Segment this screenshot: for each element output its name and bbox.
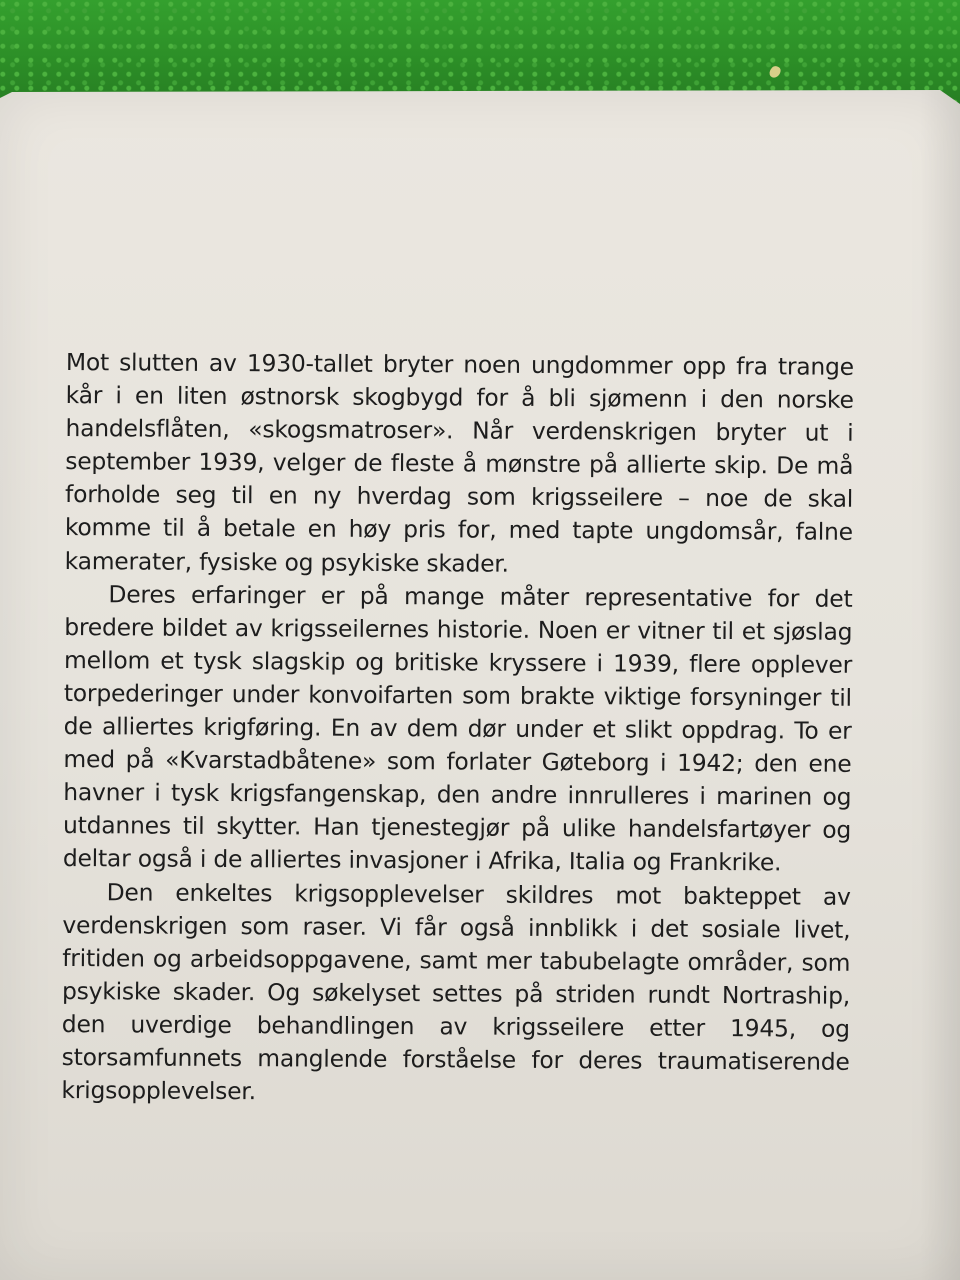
blurb-paragraph-1: Mot slutten av 1930-tallet bryter noen ungdommer opp fra trange kår i en liten østnorsk skogbygd for å bli sjømenn i den norske handelsflåten, «skogsmatroser». Når verdenskrigen bryter ut i september 1939, velger de fleste å mønstre på allierte skip. De må forholde seg til en ny hverdag som krigsseilere – noe de skal komme til å betale en høy pris for, med tapte ungdomsår, falne kamerater, fysiske og psykiske skader. xyxy=(64,347,854,578)
blurb-paragraph-3: Den enkeltes krigsopplevelser skildres mot bakteppet av verdenskrigen som raser. Vi får også innblikk i det sosiale livet, fritiden og arbeidsoppgavene, samt mer tabubelagte områder, som psykiske skader. Og søkelyset settes på striden rundt Nortraship, den uverdige behandlingen av krigsseilere etter 1945, og storsamfunnets manglende forståelse for deres traumatiserende krigsopplevelser. xyxy=(61,877,851,1106)
cover-blurb xyxy=(61,346,854,1112)
blurb-paragraph-2: Deres erfaringer er på mange måter representative for det bredere bildet av krigsseilernes historie. Noen er vitner til et sjøslag mellom et tysk slagskip og britiske kryssere i 1939, flere opplever torpederinger under konvoifarten som brakte viktige forsyninger til de alliertes krigføring. En av dem dør under et slikt oppdrag. To er med på «Kvarstadbåtene» som forlater Gøteborg i 1942; den ene havner i tysk krigsfangenskap, den andre innrulleres i marinen og utdannes til skytter. Han tjenestegjør på ulike handelsfartøyer og deltar også i de alliertes invasjoner i Afrika, Italia og Frankrike. xyxy=(62,579,853,877)
page-edge-shadow xyxy=(920,90,960,1280)
